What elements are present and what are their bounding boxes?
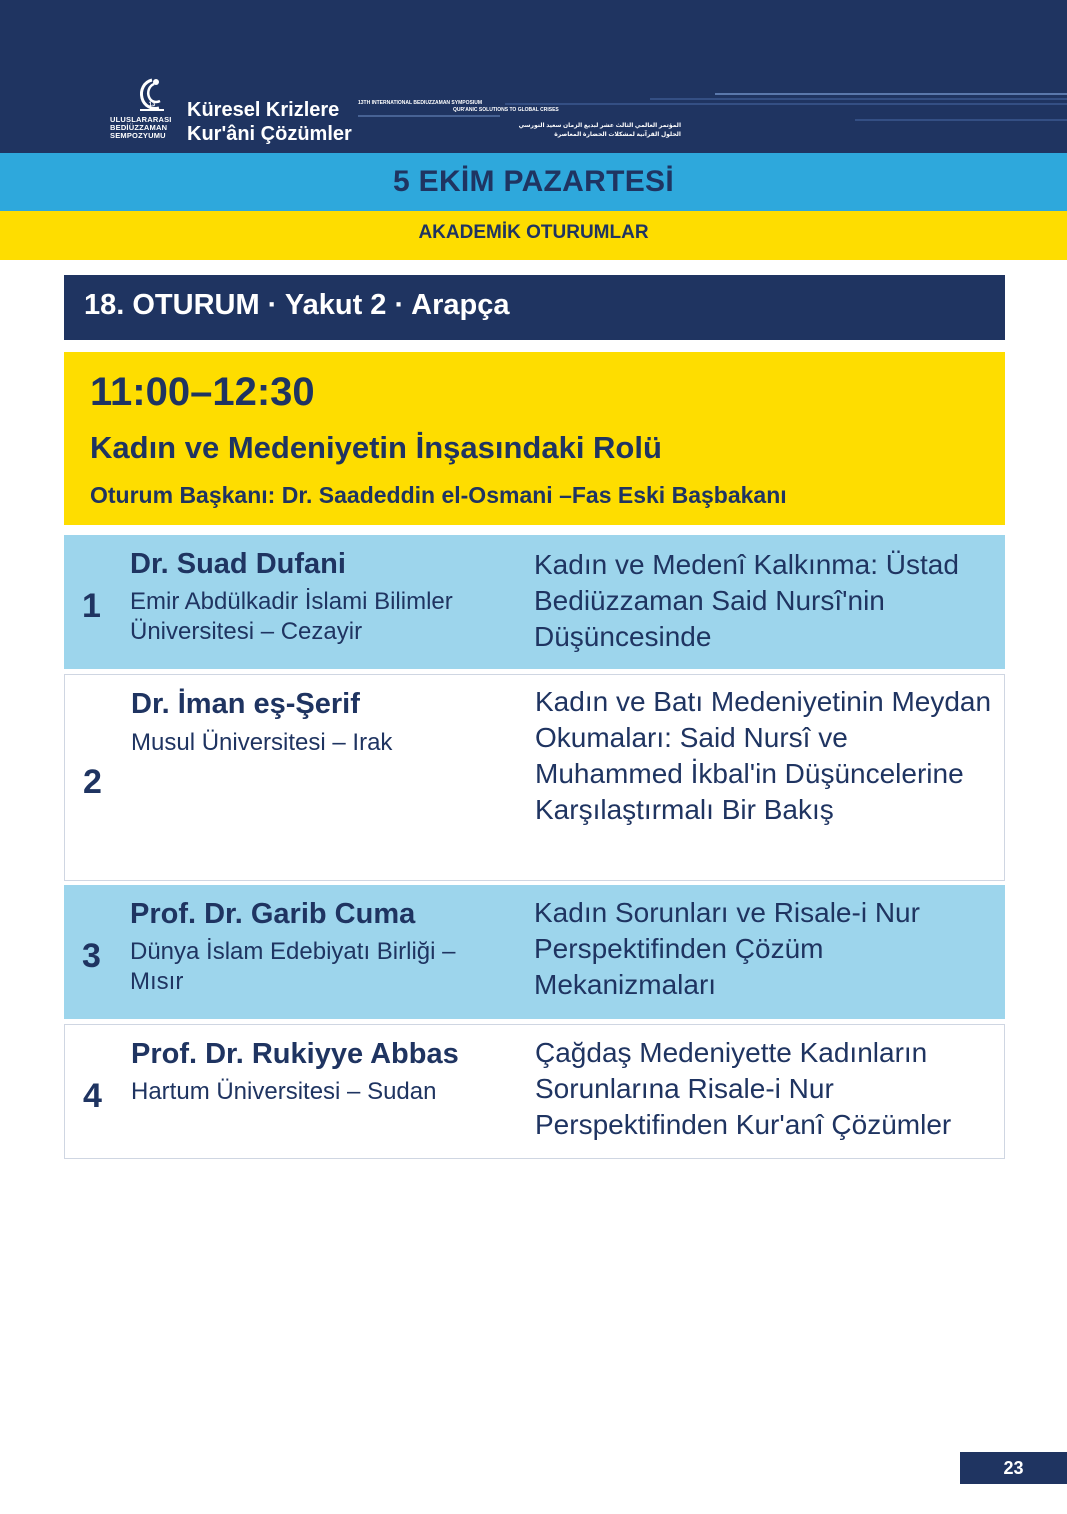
session-header	[64, 275, 1005, 340]
paper-title: Kadın ve Batı Medeniyetinin Meydan Okumaları: Said Nursî ve Muhammed İkbal'in Düşüncelerine Karşılaştırmalı Bir Bakış	[535, 686, 992, 825]
speaker-number: 3	[82, 937, 101, 975]
page-number: 23	[960, 1452, 1067, 1484]
session-topic: Kadın ve Medeniyetin İnşasındaki Rolü	[90, 430, 662, 465]
paper-title: Kadın Sorunları ve Risale-i Nur Perspektifinden Çözüm Mekanizmaları	[534, 897, 920, 1000]
day-banner	[0, 153, 1067, 211]
speaker-row	[64, 535, 1005, 669]
paper-title: Kadın ve Medenî Kalkınma: Üstad Bediüzzaman Said Nursî'nin Düşüncesinde	[534, 549, 959, 652]
paper-title: Çağdaş Medeniyette Kadınların Sorunlarına Risale-i Nur Perspektifinden Kur'anî Çözümler	[535, 1037, 952, 1140]
session-info-box	[64, 352, 1005, 525]
session-time: 11:00–12:30	[90, 370, 315, 414]
logo-caption-line: SEMPOZYUMU	[110, 131, 166, 140]
speaker-affiliation: Dünya İslam Edebiyatı Birliği – Mısır	[130, 938, 456, 995]
day-title: 5 EKİM PAZARTESİ	[393, 165, 674, 198]
speaker-name: Prof. Dr. Garib Cuma	[130, 898, 416, 930]
speaker-affiliation: Emir Abdülkadir İslami Bilimler Üniversitesi – Cezayir	[130, 588, 453, 645]
symposium-english-name	[358, 100, 559, 114]
speaker-row	[64, 674, 1005, 881]
speaker-affiliation: Musul Üniversitesi – Irak	[131, 729, 393, 756]
symposium-arabic-line1: المؤتمر العالمي الثالث عشر لبديع الزمان سعيد النورسي	[518, 123, 681, 129]
speaker-name: Prof. Dr. Rukiyye Abbas	[131, 1038, 459, 1070]
session-chair: Oturum Başkanı: Dr. Saadeddin el-Osmani –Fas Eski Başbakanı	[90, 482, 787, 508]
speaker-row	[64, 885, 1005, 1019]
symposium-english-line1: 13TH INTERNATIONAL BEDIUZZAMAN SYMPOSIUM	[358, 100, 482, 106]
page-header	[0, 0, 1067, 153]
speaker-name: Dr. İman eş-Şerif	[131, 688, 360, 720]
speaker-number: 1	[82, 587, 101, 625]
svg-text:13: 13	[148, 102, 156, 108]
symposium-arabic-line2: الحلول القرآنية لمشكلات الحضارة المعاصرة	[554, 132, 681, 138]
symposium-arabic-name	[495, 122, 681, 140]
logo-caption-line: BEDİÜZZAMAN	[110, 123, 168, 132]
symposium-title-line1: Küresel Krizlere	[187, 99, 340, 121]
symposium-title-line2: Kur'âni Çözümler	[187, 123, 352, 145]
section-banner	[0, 211, 1067, 260]
speaker-affiliation: Hartum Üniversitesi – Sudan	[131, 1078, 437, 1105]
logo-caption-line: ULUSLARARASI	[110, 115, 172, 124]
section-title: AKADEMİK OTURUMLAR	[418, 222, 649, 243]
speaker-number: 2	[83, 763, 102, 801]
symposium-logo-icon	[132, 76, 172, 116]
speaker-row	[64, 1024, 1005, 1159]
session-title: 18. OTURUM · Yakut 2 · Arapça	[84, 289, 510, 321]
logo-caption	[110, 116, 185, 140]
speaker-number: 4	[83, 1077, 102, 1115]
symposium-title	[187, 98, 352, 146]
symposium-english-line2: QUR'ANIC SOLUTIONS TO GLOBAL CRISES	[453, 107, 559, 113]
speaker-name: Dr. Suad Dufani	[130, 548, 346, 580]
